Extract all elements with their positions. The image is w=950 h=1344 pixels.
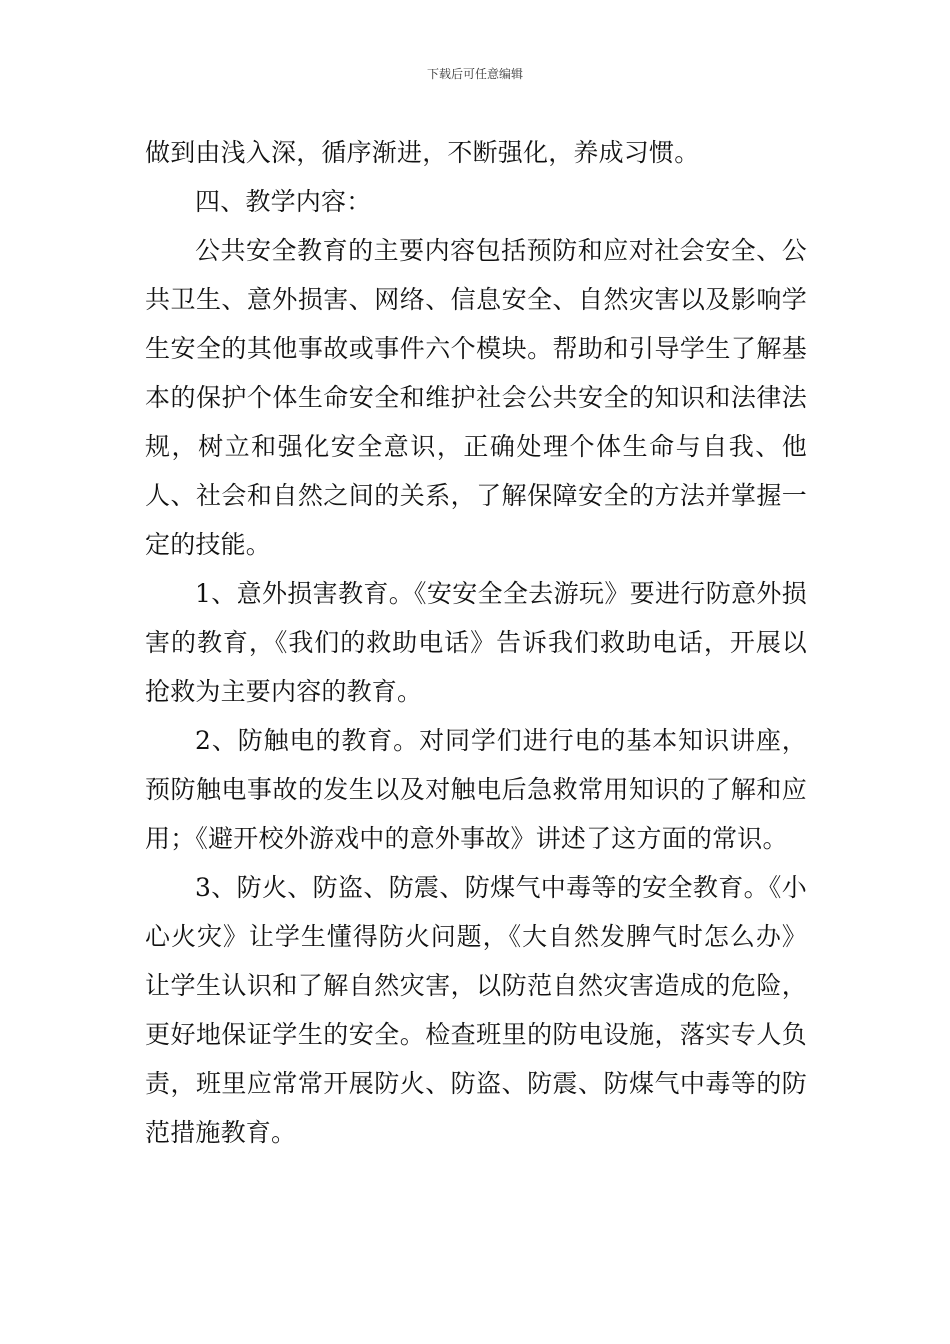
paragraph-overview: 公共安全教育的主要内容包括预防和应对社会安全、公共卫生、意外损害、网络、信息安全、自然灾害以及影响学生安全的其他事故或事件六个模块。帮助和引导学生了解基本的保护个体生命安全和维护社会公共安全的知识和法律法规，树立和强化安全意识，正确处理个体生命与自我、他人、社会和自然之间的关系，了解保障安全的方法并掌握一定的技能。 xyxy=(145,236,807,559)
document-body xyxy=(145,128,807,1157)
paragraph-item-3: 3、防火、防盗、防震、防煤气中毒等的安全教育。《小心火灾》让学生懂得防火问题，《大自然发脾气时怎么办》让学生认识和了解自然灾害，以防范自然灾害造成的危险，更好地保证学生的安全。检查班里的防电设施，落实专人负责，班里应常常开展防火、防盗、防震、防煤气中毒等的防范措施教育。 xyxy=(145,873,807,1147)
paragraph-item-1: 1、意外损害教育。《安安全全去游玩》要进行防意外损害的教育，《我们的救助电话》告诉我们救助电话，开展以抢救为主要内容的教育。 xyxy=(145,579,807,706)
paragraph-item-2: 2、防触电的教育。对同学们进行电的基本知识讲座，预防触电事故的发生以及对触电后急救常用知识的了解和应用；《避开校外游戏中的意外事故》讲述了这方面的常识。 xyxy=(145,726,807,853)
paragraph-continuation: 做到由浅入深，循序渐进，不断强化，养成习惯。 xyxy=(145,138,700,167)
page-header: 下载后可任意编辑 xyxy=(426,67,523,81)
section-heading-teaching-content: 四、教学内容： xyxy=(195,187,372,216)
